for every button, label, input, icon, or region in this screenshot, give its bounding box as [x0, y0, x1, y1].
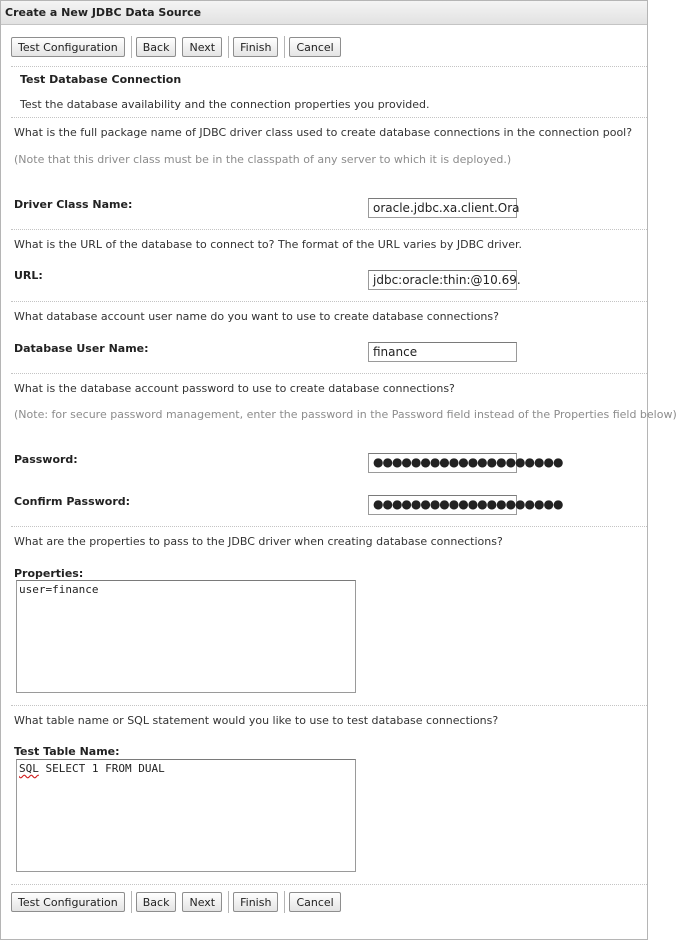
- spellcheck-word: SQL: [19, 762, 39, 775]
- next-button[interactable]: Next: [182, 37, 222, 57]
- toolbar-separator: [228, 36, 229, 58]
- toolbar-separator: [131, 36, 132, 58]
- url-question: What is the URL of the database to connect to? The format of the URL varies by JDBC driver.: [14, 238, 522, 251]
- test-table-question: What table name or SQL statement would you like to use to test database connections?: [14, 714, 499, 727]
- url-label: URL:: [14, 269, 43, 282]
- user-question: What database account user name do you want to use to create database connections?: [14, 310, 499, 323]
- test-table-sql-text: SELECT 1 FROM DUAL: [38, 762, 165, 775]
- properties-question: What are the properties to pass to the JDBC driver when creating database connections?: [14, 535, 503, 548]
- finish-button[interactable]: Finish: [233, 892, 278, 912]
- confirm-password-label: Confirm Password:: [14, 495, 131, 508]
- toolbar-separator: [131, 891, 132, 913]
- finish-button[interactable]: Finish: [233, 37, 278, 57]
- section-description: Test the database availability and the connection properties you provided.: [20, 98, 430, 111]
- cancel-button[interactable]: Cancel: [289, 37, 340, 57]
- cancel-button[interactable]: Cancel: [289, 892, 340, 912]
- next-button[interactable]: Next: [182, 892, 222, 912]
- confirm-password-input[interactable]: ●●●●●●●●●●●●●●●●●●●●: [368, 495, 517, 515]
- user-name-label: Database User Name:: [14, 342, 149, 355]
- divider: [11, 301, 647, 302]
- divider: [11, 229, 647, 230]
- test-configuration-button[interactable]: Test Configuration: [11, 37, 125, 57]
- driver-question: What is the full package name of JDBC driver class used to create database connections in the connection pool?: [14, 126, 633, 139]
- password-label: Password:: [14, 453, 78, 466]
- test-table-label: Test Table Name:: [14, 745, 120, 758]
- divider: [11, 705, 647, 706]
- properties-textarea[interactable]: user=finance: [16, 580, 356, 693]
- window-title: Create a New JDBC Data Source: [1, 1, 647, 25]
- top-toolbar: [11, 35, 347, 59]
- divider: [11, 526, 647, 527]
- password-input[interactable]: ●●●●●●●●●●●●●●●●●●●●: [368, 453, 517, 473]
- password-note: (Note: for secure password management, enter the password in the Password field instead of the Properties field below): [14, 408, 677, 421]
- url-input[interactable]: jdbc:oracle:thin:@10.69.: [368, 270, 517, 290]
- divider: [11, 884, 647, 885]
- bottom-toolbar: [11, 890, 347, 914]
- back-button[interactable]: Back: [136, 37, 177, 57]
- toolbar-separator: [228, 891, 229, 913]
- test-table-textarea[interactable]: [16, 759, 356, 872]
- divider: [11, 373, 647, 374]
- driver-class-label: Driver Class Name:: [14, 198, 133, 211]
- section-title: Test Database Connection: [20, 73, 182, 86]
- back-button[interactable]: Back: [136, 892, 177, 912]
- test-configuration-button[interactable]: Test Configuration: [11, 892, 125, 912]
- divider: [11, 117, 647, 118]
- toolbar-separator: [284, 36, 285, 58]
- driver-class-input[interactable]: oracle.jdbc.xa.client.Ora: [368, 198, 517, 218]
- user-name-input[interactable]: finance: [368, 342, 517, 362]
- password-question: What is the database account password to use to create database connections?: [14, 382, 455, 395]
- driver-note: (Note that this driver class must be in the classpath of any server to which it is deployed.): [14, 153, 512, 166]
- properties-label: Properties:: [14, 567, 84, 580]
- divider: [11, 66, 647, 67]
- toolbar-separator: [284, 891, 285, 913]
